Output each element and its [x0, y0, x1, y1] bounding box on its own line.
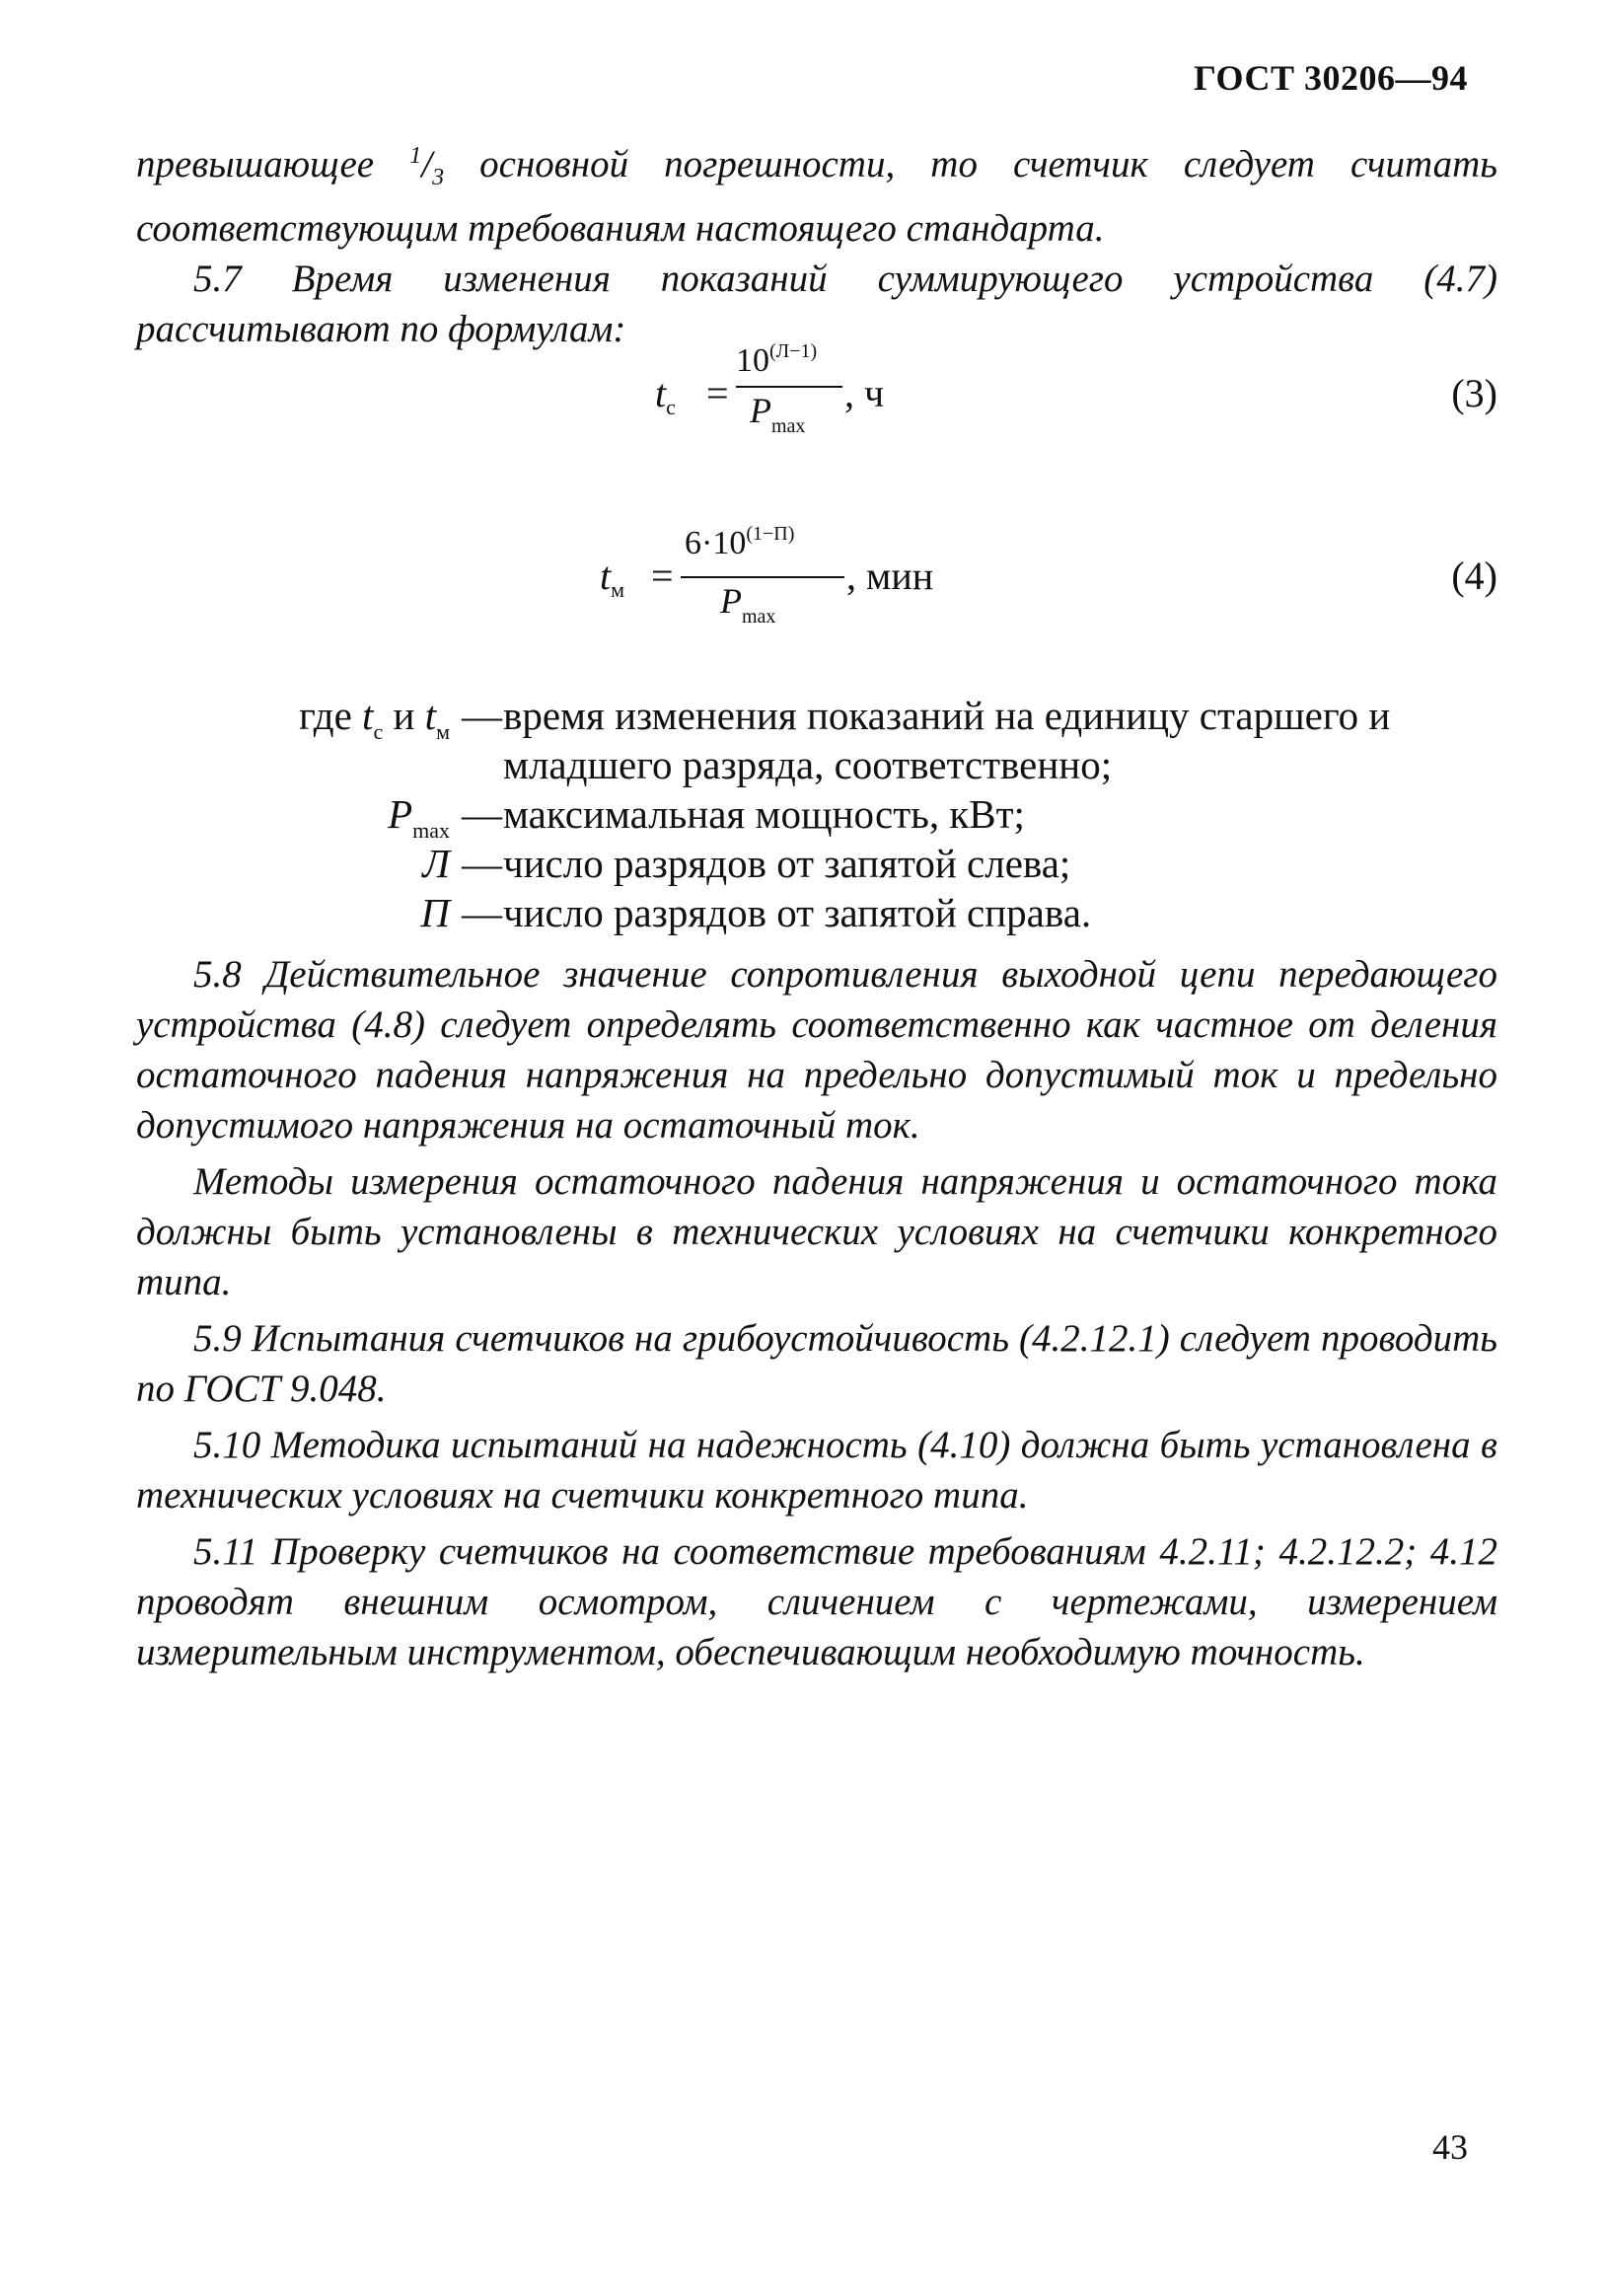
formula-3 [136, 340, 1497, 449]
paragraph-5-8: 5.8 Действительное значение сопротивления выходной цепи передающего устройства (4.8) следует определять соответственно как частное от деления остаточного падения напряжения на предельно допустимый ток и предельно допустимого напряжения на остаточный ток. [136, 953, 1497, 1147]
formula-4-fraction-bar [681, 576, 844, 578]
paragraph-5-8-methods: Методы измерения остаточного падения напряжения и остаточного тока должны быть установлены в технических условиях на счетчики конкретного типа. [136, 1160, 1497, 1303]
formula-4-unit: , мин [846, 554, 934, 598]
legend-row-times-cont: младшего разряда, соответственно; [503, 742, 1113, 787]
legend-row-l: Л — число разрядов от запятой слева; [422, 841, 1071, 886]
paragraph-5-11: 5.11 Проверку счетчиков на соответствие требованиям 4.2.11; 4.2.12.2; 4.12 проводят внешним осмотром, сличением с чертежами, измерением измерительным инструментом, обеспечивающим необходимую точность. [136, 1530, 1497, 1673]
legend-row-pmax: $P_{max}$ — максимальная мощность, кВт; [136, 789, 1497, 839]
legend-symbol-l: Л [422, 841, 450, 886]
legend-symbol-times: где $t_с$ и $t_м$ [298, 693, 450, 744]
formula-3-denominator: $P_{max}$ [750, 391, 806, 437]
body-text-block [136, 949, 1497, 1677]
page-number: 43 [1432, 2127, 1468, 2167]
paragraph-5-9: 5.9 Испытания счетчиков на грибоустойчивость (4.2.12.1) следует проводить по ГОСТ 9.048. [136, 1317, 1497, 1410]
formula-4-equals: = [651, 554, 674, 598]
formula-4 [136, 523, 1497, 631]
formula-3-lhs: $t_с$ [655, 371, 676, 419]
legend-row-times: где $t_с$ и $t_м$ — время изменения показаний на единицу старшего и [136, 691, 1497, 740]
formula-4-number: (4) [1451, 554, 1497, 598]
formula-3-numerator: $10^{(Л-1)}$ [736, 340, 818, 379]
formula-3-unit: , ч [844, 371, 885, 415]
legend-symbol-p: П [420, 890, 450, 935]
paragraph-5-10: 5.10 Методика испытаний на надежность (4.10) должна быть установлена в технических условиях на счетчики конкретного типа. [136, 1424, 1497, 1517]
legend-symbol-pmax: $P_{max}$ [388, 791, 450, 843]
formula-4-lhs: $t_м$ [600, 554, 625, 602]
formula-legend [136, 691, 1497, 937]
standard-code-header: ГОСТ 30206—94 [1194, 58, 1468, 98]
formula-3-equals: = [706, 371, 729, 415]
paragraph-5-7: 5.7 Время изменения показаний суммирующего устройства (4.7) рассчитывают по формулам: [136, 258, 1497, 350]
formula-4-denominator: $P_{max}$ [720, 581, 776, 628]
one-third-fraction: $^1/_3$ [409, 143, 445, 190]
formula-3-number: (3) [1451, 371, 1497, 415]
paragraph-continuation: превышающее $^1/_3$ основной погрешности, то счетчик следует считать соответствующим требованиям настоящего стандарта. [136, 143, 1497, 250]
intro-text-block [136, 131, 1497, 354]
formula-3-fraction-bar [736, 386, 842, 388]
legend-row-p: П — число разрядов от запятой справа. [420, 890, 1092, 935]
formula-4-numerator: $6\cdot 10^{(1-П)}$ [685, 523, 795, 561]
